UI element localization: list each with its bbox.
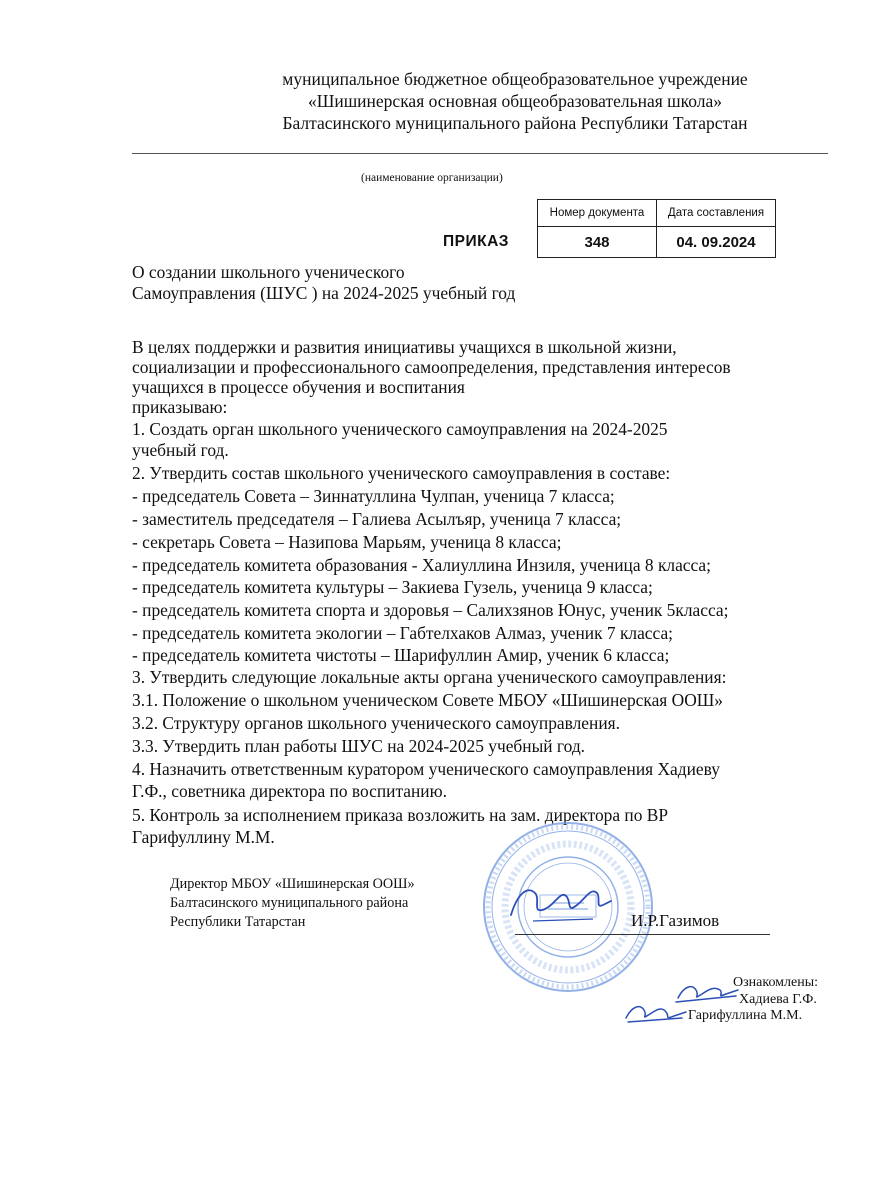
- header-divider: [132, 153, 828, 154]
- body-line: - председатель комитета образования - Халиуллина Инзиля, ученица 8 класса;: [132, 555, 711, 575]
- body-line: 5. Контроль за исполнением приказа возложить на зам. директора по ВР: [132, 805, 669, 825]
- body-line: - председатель комитета культуры – Закиева Гузель, ученица 9 класса;: [132, 577, 653, 597]
- body-line: 3. Утвердить следующие локальные акты органа ученического самоуправления:: [132, 667, 727, 687]
- body-line: В целях поддержки и развития инициативы учащихся в школьной жизни,: [132, 337, 677, 357]
- body-line: 3.3. Утвердить план работы ШУС на 2024-2025 учебный год.: [132, 736, 586, 756]
- body-line: учащихся в процессе обучения и воспитания: [132, 377, 465, 397]
- date-value: 04. 09.2024: [657, 227, 776, 258]
- order-number-table: [537, 199, 776, 258]
- body-line: 4. Назначить ответственным куратором ученического самоуправления Хадиеву: [132, 759, 720, 779]
- body-line: - секретарь Совета – Назипова Марьям, ученица 8 класса;: [132, 532, 562, 552]
- body-line: - заместитель председателя – Галиева Асылъяр, ученица 7 класса;: [132, 509, 622, 529]
- body-line: учебный год.: [132, 440, 229, 460]
- body-line: 1. Создать орган школьного ученического самоуправления на 2024-2025: [132, 419, 668, 439]
- body-line: 3.1. Положение о школьном ученическом Совете МБОУ «Шишинерская ООШ»: [132, 690, 724, 710]
- body-line: Г.Ф., советника директора по воспитанию.: [132, 781, 447, 801]
- body-line: приказываю:: [132, 397, 228, 417]
- org-name-line-1: муниципальное бюджетное общеобразовательное учреждение: [282, 69, 748, 89]
- body-line: - председатель комитета экологии – Габтелхаков Алмаз, ученик 7 класса;: [132, 623, 673, 643]
- order-title: ПРИКАЗ: [443, 233, 509, 250]
- doc-number-header: Номер документа: [538, 200, 657, 227]
- body-line: 3.2. Структуру органов школьного ученического самоуправления.: [132, 713, 620, 733]
- director-title-line-2: Балтасинского муниципального района: [170, 895, 409, 911]
- org-name-line-2: «Шишинерская основная общеобразовательная школа»: [307, 91, 723, 111]
- director-title-line-3: Республики Татарстан: [170, 914, 306, 930]
- acknowledged-name-1: Хадиева Г.Ф.: [739, 992, 817, 1007]
- body-line: 2. Утвердить состав школьного ученического самоуправления в составе:: [132, 463, 671, 483]
- acknowledged-name-2: Гарифуллина М.М.: [688, 1008, 803, 1023]
- signature-line: [515, 934, 770, 935]
- body-line: социализации и профессионального самоопределения, представления интересов: [132, 357, 731, 377]
- director-title-line-1: Директор МБОУ «Шишинерская ООШ»: [170, 876, 415, 892]
- acknowledged-label: Ознакомлены:: [733, 975, 819, 990]
- body-line: - председатель комитета спорта и здоровья – Салихзянов Юнус, ученик 5класса;: [132, 600, 729, 620]
- body-line: - председатель Совета – Зиннатуллина Чулпан, ученица 7 класса;: [132, 486, 615, 506]
- doc-number-value: 348: [538, 227, 657, 258]
- body-line: - председатель комитета чистоты – Шарифуллин Амир, ученик 6 класса;: [132, 645, 670, 665]
- org-name-line-3: Балтасинского муниципального района Республики Татарстан: [282, 113, 748, 133]
- subject-line-2: Самоуправления (ШУС ) на 2024-2025 учебный год: [132, 283, 516, 303]
- director-handwritten-signature: [505, 875, 615, 930]
- date-header: Дата составления: [657, 200, 776, 227]
- org-caption: (наименование организации): [361, 172, 503, 184]
- acknowledgement-handwritten-signatures: [612, 978, 752, 1030]
- body-line: Гарифуллину М.М.: [132, 827, 275, 847]
- director-name: И.Р.Газимов: [631, 911, 720, 930]
- subject-line-1: О создании школьного ученического: [132, 262, 405, 282]
